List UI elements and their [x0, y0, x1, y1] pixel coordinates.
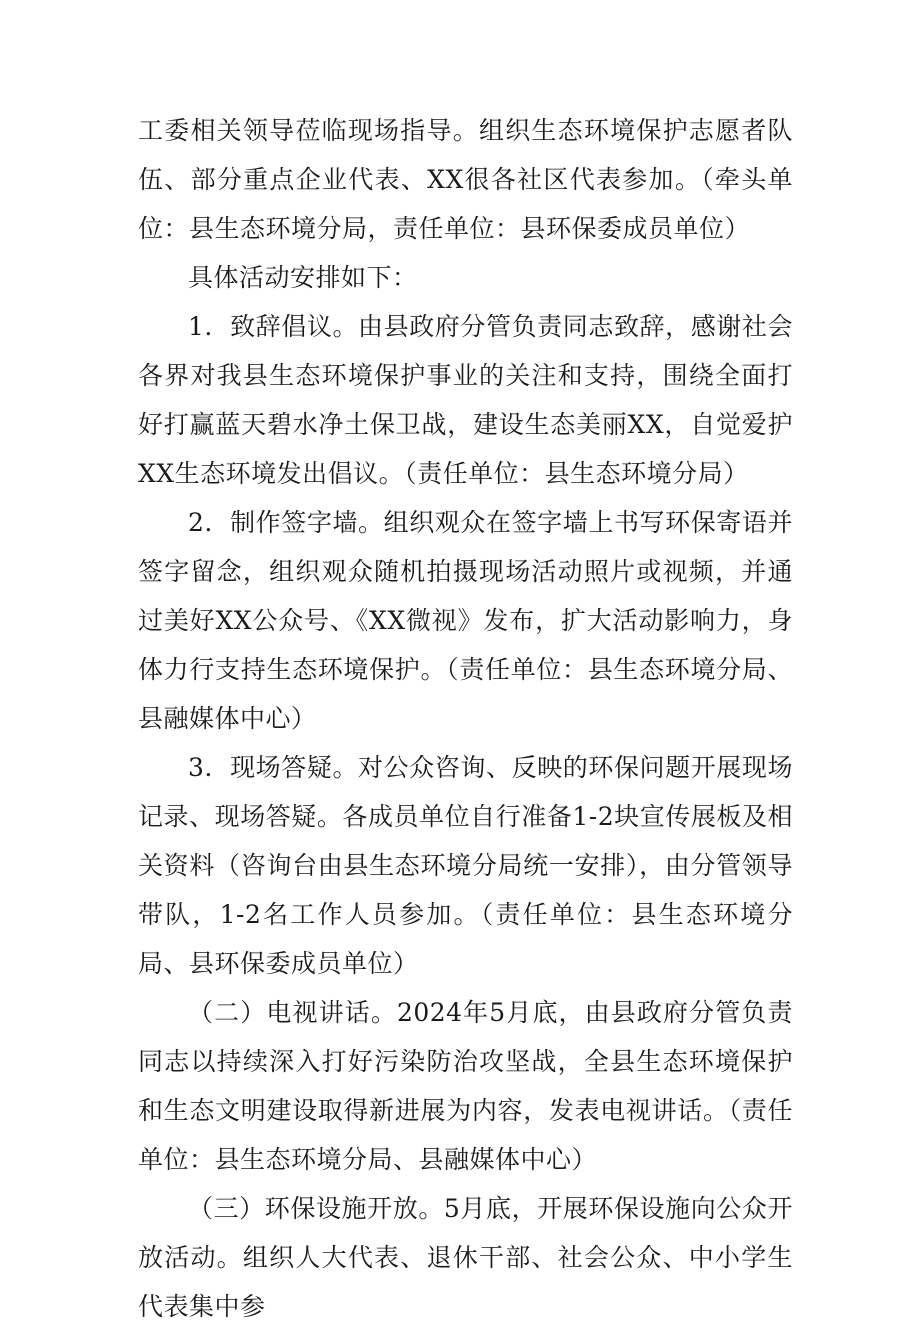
paragraph-5: 3．现场答疑。对公众咨询、反映的环保问题开展现场记录、现场答疑。各成员单位自行准备1-2块宣传展板及相关资料（咨询台由县生态环境分局统一安排），由分管领导带队，1-2名工作人员参加。（责任单位：县生态环境分局、县环保委成员单位）: [138, 753, 793, 978]
paragraph-6: （二）电视讲话。2024年5月底，由县政府分管负责同志以持续深入打好污染防治攻坚战，全县生态环境保护和生态文明建设取得新进展为内容，发表电视讲话。（责任单位：县生态环境分局、县融媒体中心）: [138, 998, 793, 1174]
document-body: [138, 106, 793, 1331]
paragraph-3: 1．致辞倡议。由县政府分管负责同志致辞，感谢社会各界对我县生态环境保护事业的关注和支持，围绕全面打好打赢蓝天碧水净土保卫战，建设生态美丽XX，自觉爱护XX生态环境发出倡议。（责任单位：县生态环境分局）: [138, 312, 793, 488]
paragraph-7: （三）环保设施开放。5月底，开展环保设施向公众开放活动。组织人大代表、退休干部、社会公众、中小学生代表集中参: [138, 1194, 793, 1321]
paragraph-4: 2．制作签字墙。组织观众在签字墙上书写环保寄语并签字留念，组织观众随机拍摄现场活动照片或视频，并通过美好XX公众号、《XX微视》发布，扩大活动影响力，身体力行支持生态环境保护。（责任单位：县生态环境分局、县融媒体中心）: [138, 508, 793, 733]
paragraph-1: 工委相关领导莅临现场指导。组织生态环境保护志愿者队伍、部分重点企业代表、XX很各社区代表参加。（牵头单位：县生态环境分局，责任单位：县环保委成员单位）: [138, 116, 793, 243]
paragraph-2: 具体活动安排如下：: [188, 263, 418, 292]
